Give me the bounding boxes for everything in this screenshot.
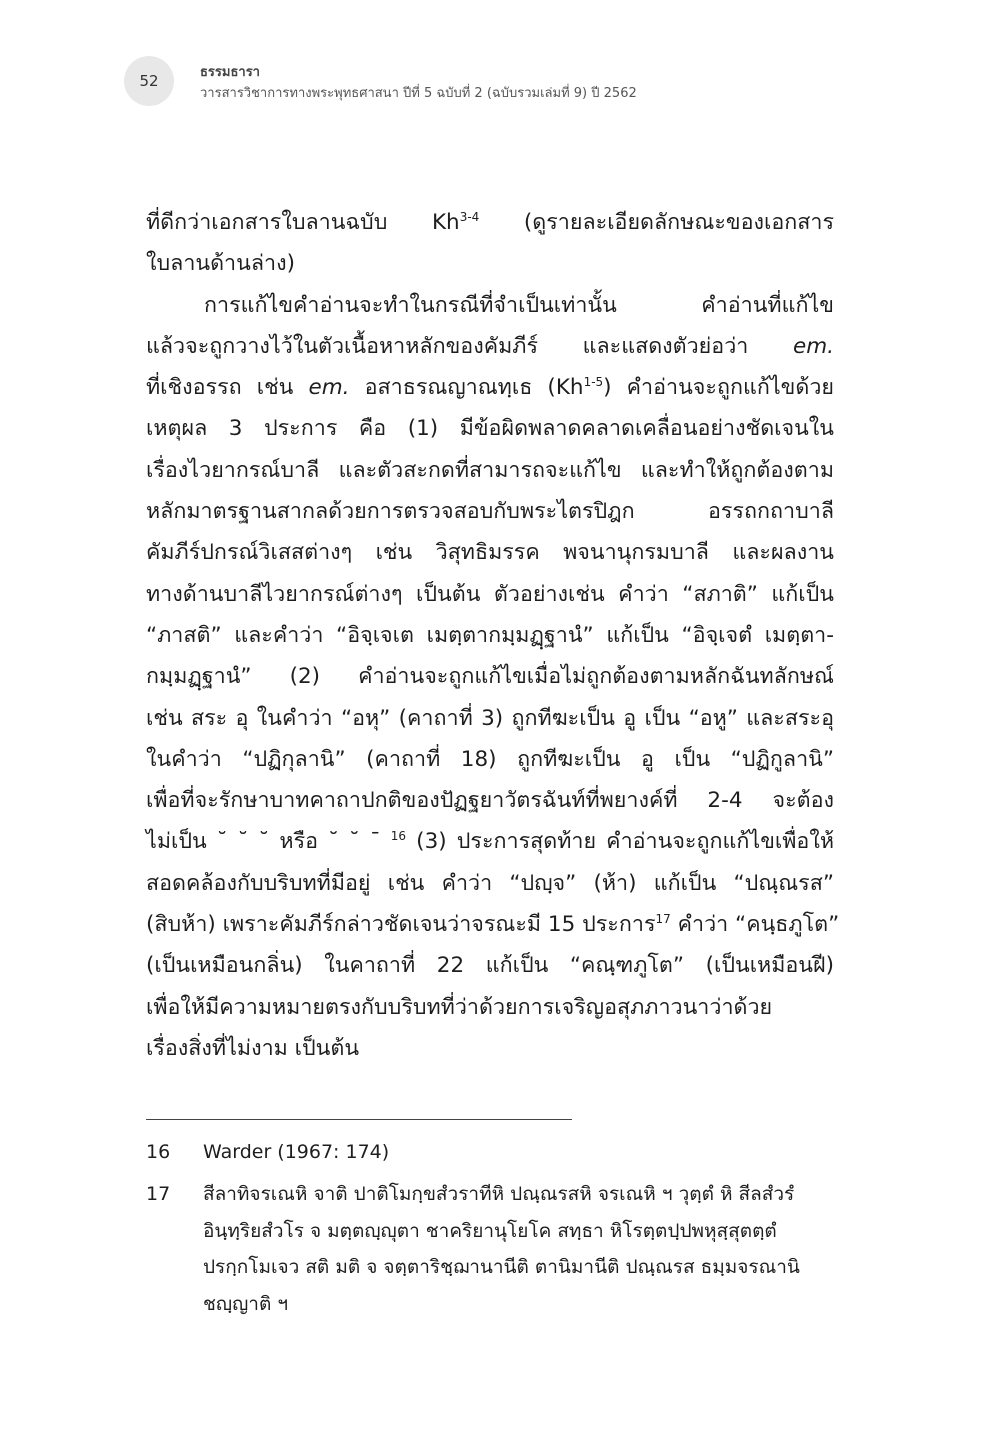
body-line: เพื่อที่จะรักษาบาทคาถาปกติของปัฏฐยาวัตรฉันท์ที่พยางค์ที่ 2-4 จะต้อง — [146, 788, 834, 814]
body-line: (เป็นเหมือนกลิ่น) ในคาถาที่ 22 แก้เป็น “คณฺฑภูโต” (เป็นเหมือนฝี) — [146, 953, 834, 979]
body-line: สอดคล้องกับบริบทที่มีอยู่ เช่น คำว่า “ปญฺจ” (ห้า) แก้เป็น “ปณฺณรส” — [146, 870, 834, 896]
journal-name: ธรรมธารา — [200, 65, 260, 80]
body-line: ในคำว่า “ปฏิกุลานิ” (คาถาที่ 18) ถูกทีฆะเป็น อู เป็น “ปฏิกูลานิ” — [146, 746, 834, 772]
page-number-badge — [124, 56, 174, 106]
body-text — [146, 202, 840, 1069]
body-line: “ภาสติ” และคำว่า “อิจฺเจเต เมตฺตากมฺมฏฺฐานํ” แก้เป็น “อิจฺเจตํ เมตฺตา- — [146, 622, 834, 648]
body-line: เช่น สระ อุ ในคำว่า “อหุ” (คาถาที่ 3) ถูกทีฆะเป็น อู เป็น “อหู” และสระอุ — [146, 705, 834, 731]
journal-subtitle: วารสารวิชาการทางพระพุทธศาสนา ปีที่ 5 ฉบับที่ 2 (ฉบับรวมเล่มที่ 9) ปี 2562 — [200, 86, 637, 101]
body-line: ทางด้านบาลีไวยากรณ์ต่างๆ เป็นต้น ตัวอย่างเช่น คำว่า “สภาติ” แก้เป็น — [146, 581, 834, 607]
footnote-divider — [146, 1119, 572, 1120]
footnote-ref: 17 — [655, 911, 671, 926]
body-line: ที่เชิงอรรถ เช่น em. อสาธรณญาณทฺเธ (Kh$^{1-5}$) คำอ่านจะถูกแก้ไขด้วย — [146, 375, 835, 401]
body-line: (สิบห้า) เพราะคัมภีร์กล่าวชัดเจนว่าจรณะมี 15 ประการ$^{17}$ คำว่า “คนฺธภูโต” — [146, 911, 840, 938]
body-line: การแก้ไขคำอ่านจะทำในกรณีที่จำเป็นเท่านั้น คำอ่านที่แก้ไข — [204, 292, 834, 318]
body-line: กมฺมฏฺฐานํ” (2) คำอ่านจะถูกแก้ไขเมื่อไม่ถูกต้องตามหลักฉันทลักษณ์ — [146, 664, 834, 690]
body-line: เรื่องไวยากรณ์บาลี และตัวสะกดที่สามารถจะแก้ไข และทำให้ถูกต้องตาม — [146, 457, 834, 483]
body-line: เพื่อให้มีความหมายตรงกับบริบทที่ว่าด้วยการเจริญอสุภภาวนาว่าด้วย — [146, 994, 773, 1020]
footnote-text: สีลาทิจรเณหิ จาติ ปาติโมกฺขสํวราทีหิ ปณฺณรสหิ จรเณหิ ฯ วุตฺตํ หิ สีลสํวรํ อินฺทฺริยสํวโร จ มตฺตญฺญุตา ชาคริยานุโยโค สทฺธา หิโรตฺตปฺปพหุสฺสุตตฺตํ ปรกฺกโมเจว สติ มติ จ จตฺตาริชฺฌานานีติ ตานิมานีติ ปณฺณรส ธมฺมจรณานิ ชญฺญาติ ฯ — [203, 1183, 800, 1315]
footnote-number: 17 — [146, 1183, 171, 1205]
body-line: เหตุผล 3 ประการ คือ (1) มีข้อผิดพลาดคลาดเคลื่อนอย่างชัดเจนใน — [146, 416, 834, 442]
page-number: 52 — [139, 72, 159, 90]
body-line: หลักมาตรฐานสากลด้วยการตรวจสอบกับพระไตรปิฎก อรรถกถาบาลี — [146, 499, 834, 525]
body-line: ใบลานด้านล่าง) — [146, 251, 295, 277]
body-line: เรื่องสิ่งที่ไม่งาม เป็นต้น — [146, 1035, 360, 1061]
footnote-ref: 1-5 — [583, 375, 604, 390]
body-line: ที่ดีกว่าเอกสารใบลานฉบับ Kh$^{3-4}$ (ดูรายละเอียดลักษณะของเอกสาร — [146, 209, 834, 235]
footnote-text: Warder (1967: 174) — [203, 1141, 390, 1163]
footnote-number: 16 — [146, 1141, 171, 1163]
body-line: แล้วจะถูกวางไว้ในตัวเนื้อหาหลักของคัมภีร์ และแสดงตัวย่อว่า em. — [146, 333, 834, 359]
body-line: คัมภีร์ปกรณ์วิเสสต่างๆ เช่น วิสุทธิมรรค พจนานุกรมบาลี และผลงาน — [146, 540, 834, 566]
footnote-ref: 3-4 — [459, 209, 480, 224]
body-line: ไม่เป็น ˘ ˘ ˘ หรือ ˘ ˘ ¯ $^{16}$ (3) ประการสุดท้าย คำอ่านจะถูกแก้ไขเพื่อให้ — [146, 829, 834, 855]
footnote-ref: 16 — [390, 829, 407, 844]
